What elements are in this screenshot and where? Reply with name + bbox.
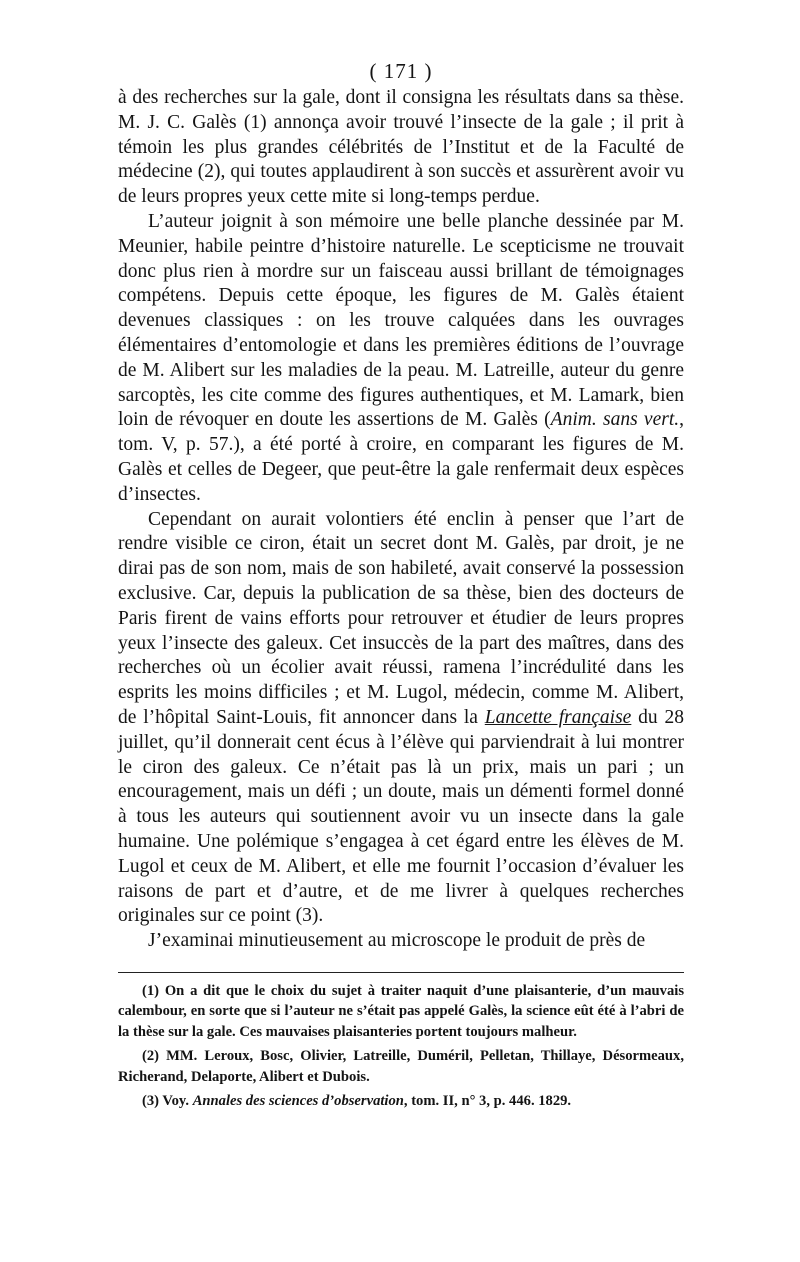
paragraph-2-part-a: L’auteur joignit à son mémoire une belle planche dessinée par M. Meunier, habile peintre d’histoire naturelle. Le scepticisme ne trouvait donc plus rien à mordre sur un faisceau aussi brillant de témoignages compétens. Depuis cette époque, les figures de M. Galès étaient devenues classiques : on les trouve calquées dans les ouvrages élémentaires d’entomologie et dans les premières éditions de l’ouvrage de M. Alibert sur les maladies de la peau. M. Latreille, auteur du genre sarcoptès, les cite comme des figures authentiques, et M. Lamark, bien loin de révoquer en doute les assertions de M. Galès ( — [118, 210, 684, 431]
footnote-1: (1) On a dit que le choix du sujet à traiter naquit d’une plaisanterie, d’un mauvais calembour, en sorte que si l’auteur ne s’était pas appelé Galès, la science eût été à l’abri de la thèse sur la gale. Ces mauvaises plaisanteries portent toujours malheur. — [118, 982, 684, 1040]
page-number: ( 171 ) — [369, 59, 433, 83]
paragraph-3-italic: Lancette française — [484, 706, 632, 728]
paragraph-4: J’examinai minutieusement au microscope le produit de près de — [148, 930, 646, 952]
paragraph-2 — [118, 210, 684, 508]
paragraph-2-part-b: , tom. V, p. 57.), a été porté à croire, en comparant les figures de M. Galès et celles de Degeer, que peut-être la gale renfermait deux espèces d’insectes. — [118, 409, 684, 505]
footnote-divider — [118, 972, 684, 973]
paragraph-1: à des recherches sur la gale, dont il consigna les résultats dans sa thèse. M. J. C. Galès (1) annonça avoir trouvé l’insecte de la gale ; il prit à témoin les plus grandes célébrités de l’Institut et de la Faculté de médecine (2), qui toutes applaudirent à son succès et assurèrent avoir vu de leurs propres yeux cette mite si long-temps perdue. — [118, 87, 684, 208]
footnote-3 — [118, 1091, 684, 1112]
footnote-2: (2) MM. Leroux, Bosc, Olivier, Latreille, Duméril, Pelletan, Thillaye, Désormeaux, Richerand, Delaporte, Alibert et Dubois. — [118, 1048, 684, 1085]
paragraph-3-part-a: Cependant on aurait volontiers été enclin à penser que l’art de rendre visible ce ciron, était un secret dont M. Galès, par droit, je ne dirai pas de son nom, mais de son habileté, avait conservé la possession exclusive. Car, depuis la publication de sa thèse, bien des docteurs de Paris firent de vains efforts pour retrouver et étudier de leurs propres yeux l’insecte des galeux. Cet insuccès de la part des maîtres, dans des recherches où un écolier avait réussi, ramena l’incrédulité dans les esprits les moins difficiles ; et M. Lugol, médecin, comme M. Alibert, de l’hôpital Saint-Louis, fit annoncer dans la — [118, 508, 684, 728]
paragraph-3 — [118, 508, 684, 930]
paragraph-3-part-b: du 28 juillet, qu’il donnerait cent écus à l’élève qui parviendrait à lui montrer le ciron des galeux. Ce n’était pas là un prix, mais un pari ; un encouragement, mais un défi ; un doute, mais un démenti formel donné à tous les auteurs qui soutiennent avoir vu un insecte dans la gale humaine. Une polémique s’engagea à cet égard entre les élèves de M. Lugol et ceux de M. Alibert, et elle me fournit l’occasion d’évaluer les raisons de part et d’autre, et de me livrer à quelques recherches originales sur ce point (3). — [118, 706, 685, 927]
footnotes — [118, 981, 684, 1112]
paragraph-2-italic: Anim. sans vert. — [550, 409, 680, 431]
footnote-3-part-a: (3) Voy. — [142, 1093, 193, 1110]
footnote-3-part-b: , tom. II, n° 3, p. 446. 1829. — [403, 1093, 572, 1110]
book-page — [118, 58, 684, 1116]
footnote-3-italic: Annales des sciences d’observation — [192, 1093, 404, 1110]
main-text — [118, 86, 684, 954]
